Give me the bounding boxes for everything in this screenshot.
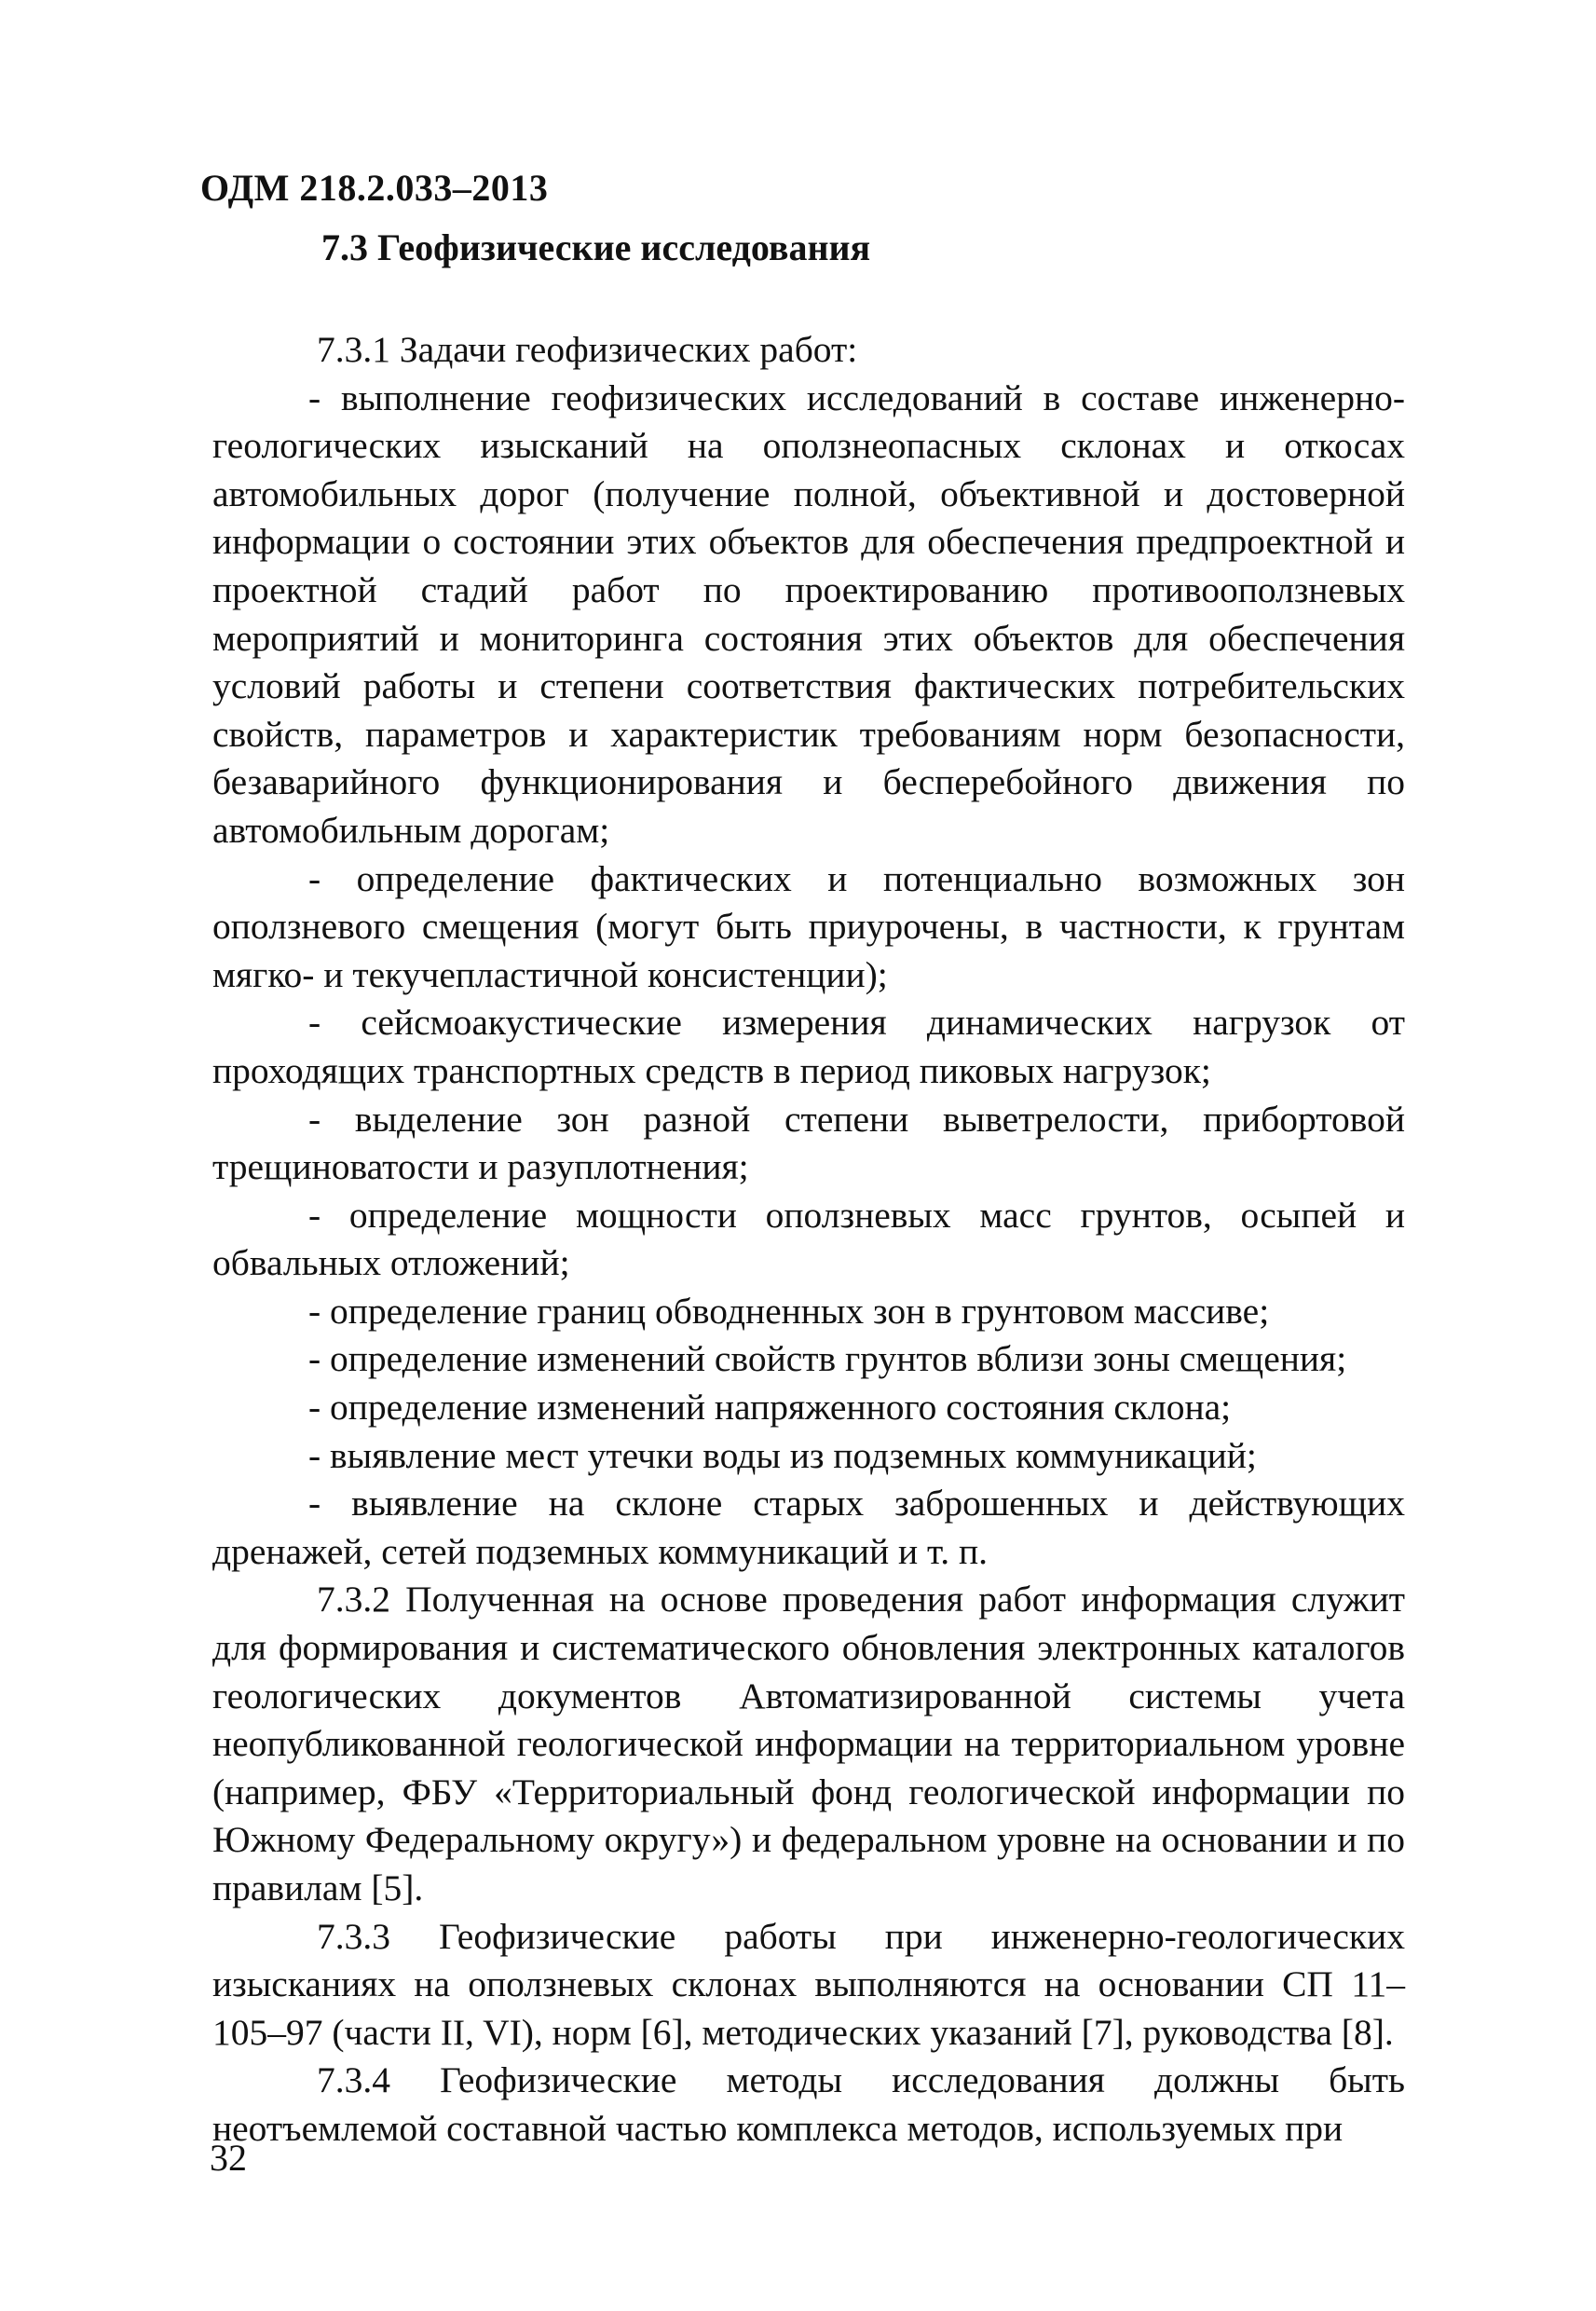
- list-item: - выполнение геофизических исследований в составе инженерно-геологических изысканий на оползнеопасных склонах и откосах автомобильных дорог (получение полной, объективной и достоверной информации о состоянии этих объектов для обеспечения предпроектной и проектной стадий работ по проектированию противооползневых мероприятий и мониторинга состояния этих объектов для обеспечения условий работы и степени соответствия фактических потребительских свойств, параметров и характеристик требованиям норм безопасности, безаварийного функционирования и бесперебойного движения по автомобильным дорогам;: [212, 376, 1405, 851]
- body-text: [212, 326, 1405, 2154]
- paragraph-7-3-1: 7.3.1 Задачи геофизических работ:: [317, 329, 858, 370]
- list-item: - выявление на склоне старых заброшенных и действующих дренажей, сетей подземных коммуникаций и т. п.: [212, 1483, 1405, 1572]
- list-item: - выявление мест утечки воды из подземных коммуникаций;: [308, 1434, 1257, 1476]
- paragraph-7-3-2: 7.3.2 Полученная на основе проведения работ информация служит для формирования и систематического обновления электронных каталогов геологических документов Автоматизированной системы учета неопубликованной геологической информации на территориальном уровне (например, ФБУ «Территориальный фонд геологической информации по Южному Федеральному округу») и федеральном уровне на основании и по правилам [5].: [212, 1579, 1405, 1908]
- paragraph-7-3-4: 7.3.4 Геофизические методы исследования должны быть неотъемлемой составной частью комплекса методов, используемых при: [212, 2059, 1405, 2149]
- paragraph-7-3-3: 7.3.3 Геофизические работы при инженерно-геологических изысканиях на оползневых склонах выполняются на основании СП 11–105–97 (части II, VI), норм [6], методических указаний [7], руководства [8].: [212, 1915, 1405, 2053]
- list-item: - выделение зон разной степени выветрелости, прибортовой трещиноватости и разуплотнения;: [212, 1098, 1405, 1188]
- list-item: - определение изменений свойств грунтов вблизи зоны смещения;: [308, 1338, 1347, 1380]
- document-code: ОДМ 218.2.033–2013: [200, 167, 549, 209]
- list-item: - определение мощности оползневых масс грунтов, осыпей и обвальных отложений;: [212, 1194, 1405, 1284]
- list-item: - определение изменений напряженного состояния склона;: [308, 1387, 1232, 1429]
- list-item: - определение фактических и потенциально возможных зон оползневого смещения (могут быть приурочены, в частности, к грунтам мягко- и текучепластичной консистенции);: [212, 857, 1405, 995]
- section-title: 7.3 Геофизические исследования: [321, 226, 871, 268]
- list-item: - сейсмоакустические измерения динамических нагрузок от проходящих транспортных средств в период пиковых нагрузок;: [212, 1002, 1405, 1091]
- page-number: 32: [210, 2137, 247, 2179]
- list-item: - определение границ обводненных зон в грунтовом массиве;: [308, 1290, 1270, 1332]
